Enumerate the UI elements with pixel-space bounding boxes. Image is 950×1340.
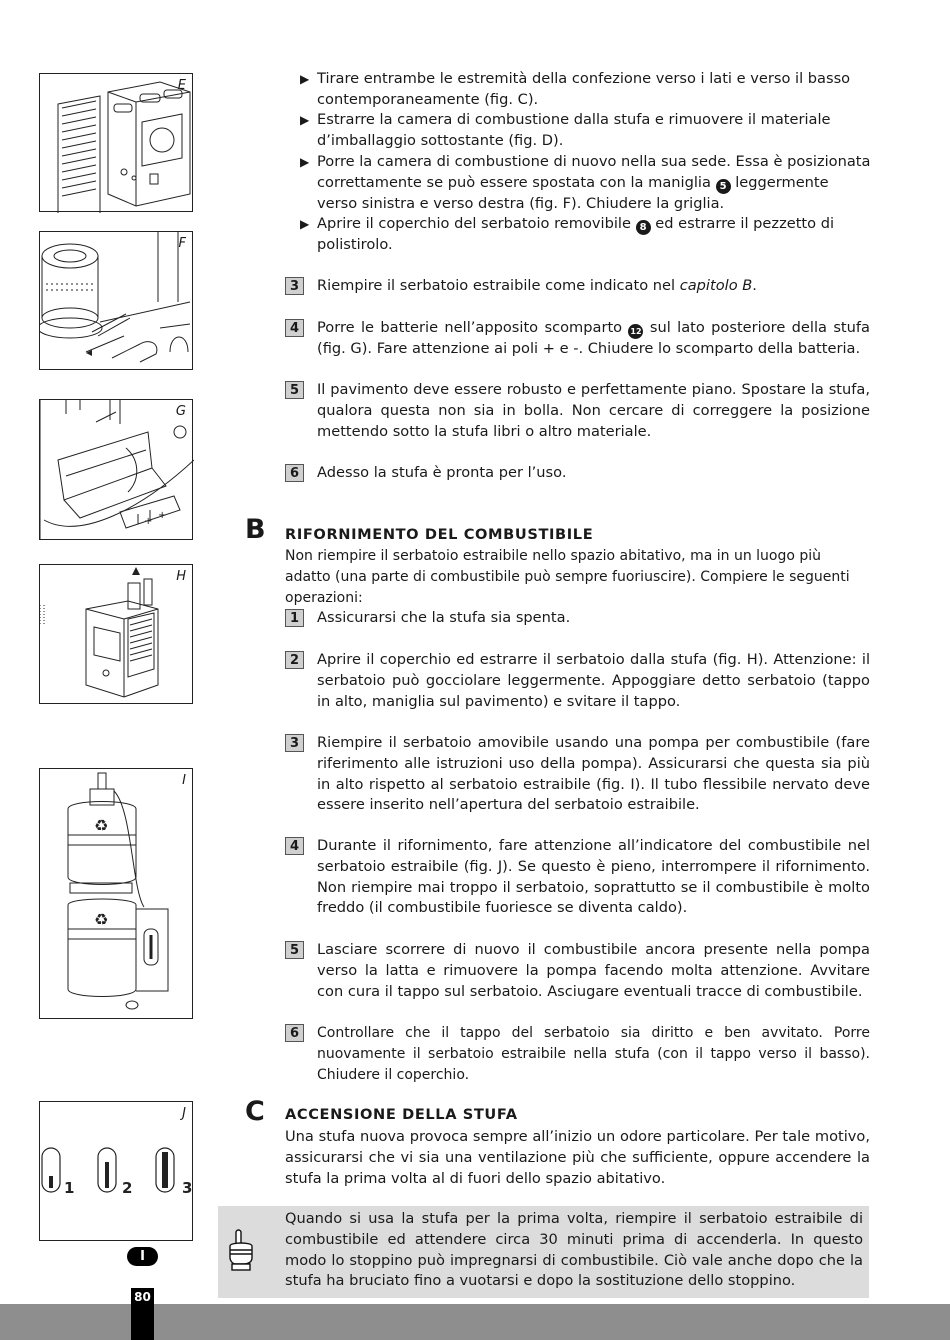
step-item (285, 608, 870, 629)
svg-text:+: + (144, 516, 153, 527)
page-number: 80 (134, 1290, 151, 1304)
figure-label: J (182, 1106, 186, 1121)
step-item (285, 650, 870, 712)
step-item (285, 940, 870, 1002)
section-intro: Una stufa nuova provoca sempre all’inizio un odore particolare. Per tale motivo, assicurarsi che vi sia una ventilazione più che sufficiente, oppure accendere la stufa la prima volta al di fuori dello spazio abitativo. (285, 1128, 870, 1187)
step-item (285, 380, 870, 442)
step-text: Il pavimento deve essere robusto e perfettamente piano. Spostare la stufa, qualora questa non sia in bolla. Non cercare di correggere la posizione mettendo sotto la stufa libri o altro materiale. (317, 381, 870, 440)
bullet-text: Aprire il coperchio del serbatoio removibile (317, 215, 636, 232)
step-text: Adesso la stufa è pronta per l’uso. (317, 464, 567, 481)
ref-number-icon: 5 (716, 179, 731, 194)
step-text-emphasis: capitolo B (679, 277, 753, 294)
figure-j (39, 1101, 193, 1241)
step-text: Aprire il coperchio ed estrarre il serbatoio dalla stufa (fig. H). Attenzione: il serbatoio può gocciolare leggermente. Appoggiare detto serbatoio (tappo in alto, maniglia sul pavimento) e svitare il tappo. (317, 651, 870, 710)
note-text: Quando si usa la stufa per la prima volta, riempire il serbatoio estraibile di combustibile ed attendere circa 30 minuti prima di accenderla. In questo modo lo stoppino può impregnarsi di combustibile. Ciò vale anche dopo che la stufa ha bruciato fino a vuotarsi e dopo la sostituzione dello stoppino. (285, 1210, 863, 1290)
step-item (285, 318, 870, 360)
bullet-text: Porre la camera di combustione di nuovo nella sua sede. Essa è posizionata correttamente se può essere spostata con la maniglia (317, 153, 871, 191)
svg-text:♻: ♻ (94, 910, 109, 929)
section-intro: Non riempire il serbatoio estraibile nello spazio abitativo, ma in un luogo più adatto (una parte di combustibile può sempre fuoriuscire). Compiere le seguenti operazioni: (285, 548, 850, 606)
step-number: 5 (285, 381, 304, 399)
step-text: Lasciare scorrere di nuovo il combustibile ancora presente nella pompa verso la latta e rimuovere la pompa facendo molta attenzione. Avvitare con cura il tappo sul serbatoio. Asciugare eventuali tracce di combustibile. (317, 941, 870, 1000)
step-text: Durante il rifornimento, fare attenzione all’indicatore del combustibile nel serbatoio estraibile (fig. J). Se questo è pieno, interrompere il rifornimento. Non riempire mai troppo il serbatoio, soprattutto se il combustibile è molto freddo (il combustibile fuoriesce se diventa caldo). (317, 837, 870, 917)
step-number: 4 (285, 837, 304, 855)
step-number: 6 (285, 1024, 304, 1042)
heater-grille-illustration (40, 74, 194, 213)
figure-label: G (175, 404, 186, 419)
step-item (285, 733, 870, 816)
bullet-item (300, 110, 872, 152)
battery-compartment-illustration (40, 400, 194, 541)
bullet-item (300, 69, 872, 111)
bullet-text: Estrarre la camera di combustione dalla stufa e rimuovere il materiale d’imballaggio sottostante (fig. D). (317, 111, 831, 149)
section-heading: RIFORNIMENTO DEL COMBUSTIBILE (285, 526, 594, 543)
figure-label: H (176, 569, 186, 584)
arrow-bullet-icon: ▶ (300, 72, 310, 86)
step-number: 2 (285, 651, 304, 669)
step-number: 4 (285, 319, 304, 337)
arrow-bullet-icon: ▶ (300, 113, 310, 127)
language-badge: I (127, 1247, 158, 1266)
figure-e (39, 73, 193, 212)
svg-text:♻: ♻ (94, 816, 109, 835)
step-text: . (752, 277, 757, 294)
gauge-level-1: 1 (64, 1179, 75, 1197)
note-box (218, 1206, 869, 1298)
step-number: 1 (285, 609, 304, 627)
svg-text:+: + (158, 510, 167, 521)
step-item (285, 276, 870, 297)
step-number: 6 (285, 464, 304, 482)
figure-label: I (182, 773, 186, 788)
bullet-item (300, 214, 872, 256)
bullet-text: leggermente verso sinistra e verso destra (fig. F). Chiudere la griglia. (317, 173, 829, 212)
section-letter: C (245, 1096, 265, 1127)
bullet-item (300, 152, 872, 215)
fuel-gauge-illustration (40, 1102, 194, 1242)
arrow-bullet-icon: ▶ (300, 217, 310, 231)
figure-label: F (178, 236, 186, 251)
bullet-text: ed estrarre il pezzetto di polistirolo. (317, 215, 835, 253)
step-text: Riempire il serbatoio estraibile come indicato nel (317, 277, 680, 294)
pointing-hand-icon (224, 1228, 254, 1272)
section-heading: ACCENSIONE DELLA STUFA (285, 1106, 518, 1123)
gauge-level-2: 2 (122, 1179, 133, 1197)
combustion-chamber-illustration (40, 232, 194, 371)
step-text: Controllare che il tappo del serbatoio sia diritto e ben avvitato. Porre nuovamente il serbatoio estraibile nella stufa (con il tappo verso il basso). Chiudere il coperchio. (317, 1025, 870, 1083)
step-text: Porre le batterie nell’apposito scomparto (317, 319, 629, 336)
step-item (285, 836, 870, 919)
step-item (285, 1023, 870, 1085)
bullet-text: Tirare entrambe le estremità della confezione verso i lati e verso il basso contemporaneamente (fig. C). (317, 70, 851, 108)
step-number: 3 (285, 734, 304, 752)
figure-g (39, 399, 193, 540)
figure-label: E (177, 78, 186, 93)
step-number: 3 (285, 277, 304, 295)
tank-removal-illustration (40, 565, 194, 705)
refuel-pump-illustration (40, 769, 194, 1020)
step-text: Assicurarsi che la stufa sia spenta. (317, 609, 571, 626)
step-item (285, 463, 870, 484)
figure-f (39, 231, 193, 370)
arrow-bullet-icon: ▶ (300, 155, 310, 169)
figure-i (39, 768, 193, 1019)
ref-number-icon: 12 (628, 324, 643, 339)
section-letter: B (245, 514, 266, 545)
step-text: Riempire il serbatoio amovibile usando una pompa per combustibile (fare riferimento alle istruzioni uso della pompa). Assicurarsi che questa sia più in alto rispetto al serbatoio estraibile (fig. I). Il tubo flessibile nervato deve essere inserito nell’apertura del serbatoio estraibile. (317, 734, 870, 814)
step-number: 5 (285, 941, 304, 959)
gauge-level-3: 3 (182, 1179, 193, 1197)
figure-h (39, 564, 193, 704)
ref-number-icon: 8 (636, 220, 651, 235)
step-text: sul lato posteriore della stufa (fig. G). Fare attenzione ai poli + e -. Chiudere lo scomparto della batteria. (317, 319, 870, 357)
